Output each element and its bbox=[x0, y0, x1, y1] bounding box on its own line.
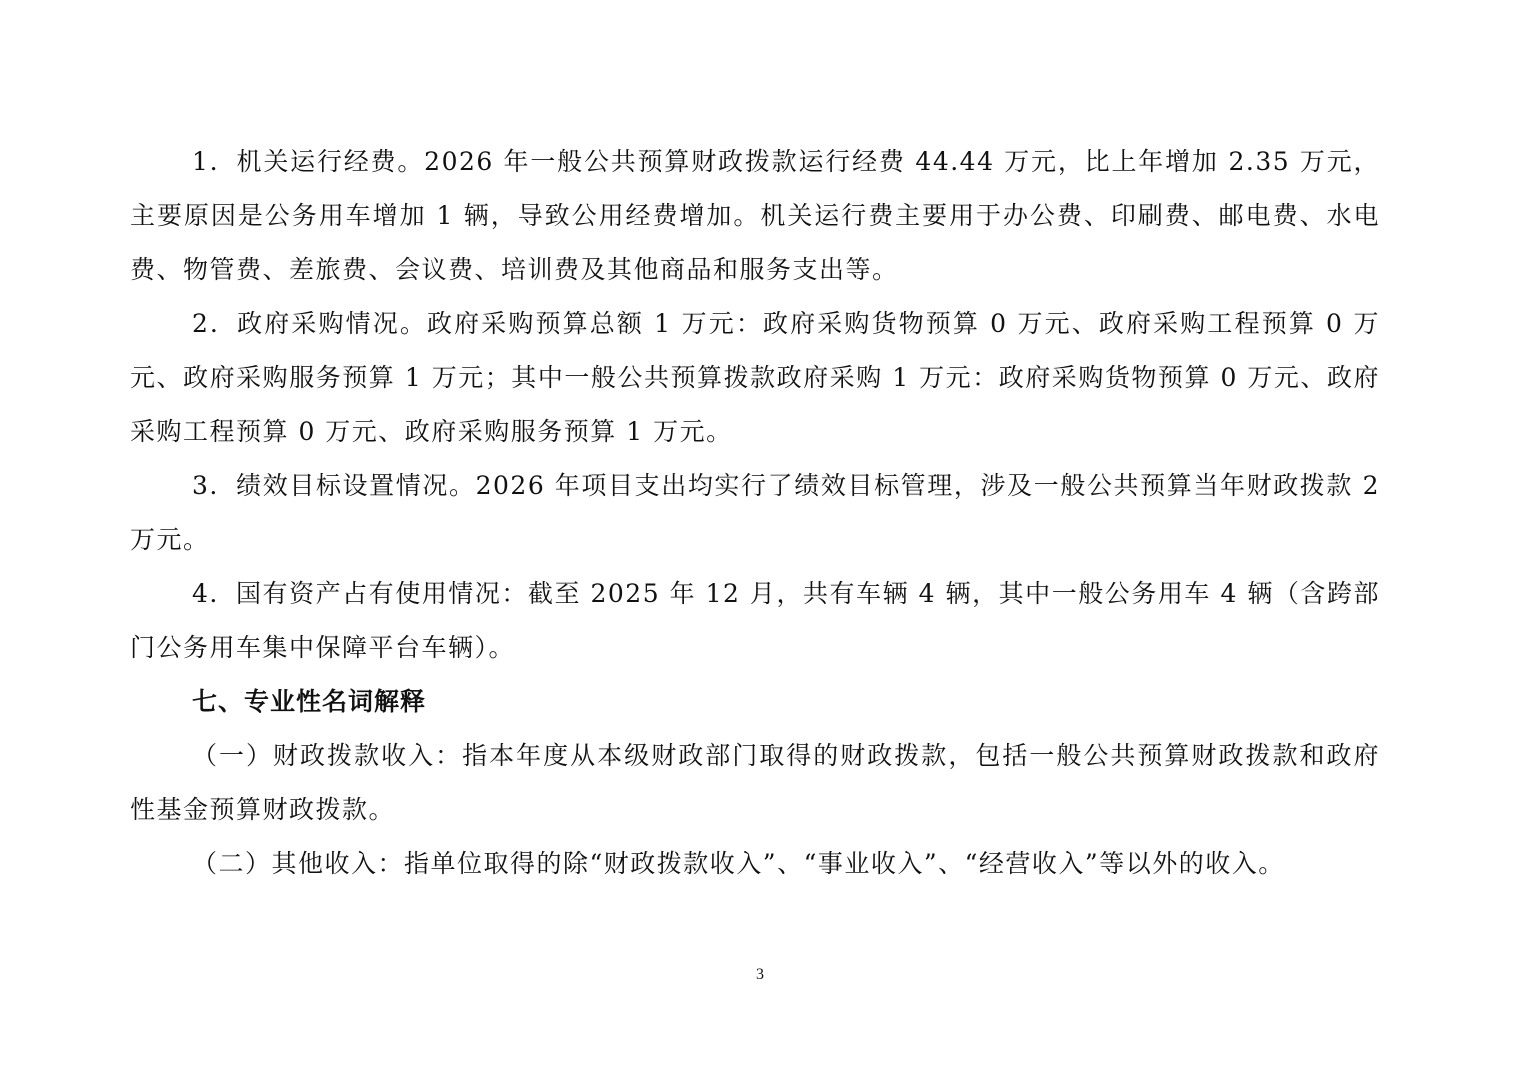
definition-fiscal-appropriation-income: （一）财政拨款收入：指本年度从本级财政部门取得的财政拨款，包括一般公共预算财政拨款和政府性基金预算财政拨款。 bbox=[130, 741, 1380, 824]
page-number: 3 bbox=[756, 966, 764, 983]
paragraph-state-assets: 4．国有资产占有使用情况：截至 2025 年 12 月，共有车辆 4 辆，其中一般公务用车 4 辆（含跨部门公务用车集中保障平台车辆）。 bbox=[130, 579, 1380, 662]
section-heading-terminology: 七、专业性名词解释 bbox=[192, 687, 427, 716]
document-body bbox=[130, 135, 1380, 891]
definition-other-income: （二）其他收入：指单位取得的除“财政拨款收入”、“事业收入”、“经营收入”等以外的收入。 bbox=[192, 849, 1285, 878]
paragraph-operating-expenses: 1．机关运行经费。2026 年一般公共预算财政拨款运行经费 44.44 万元，比上年增加 2.35 万元，主要原因是公务用车增加 1 辆，导致公用经费增加。机关运行费主要用于办公费、印刷费、邮电费、水电费、物管费、差旅费、会议费、培训费及其他商品和服务支出等。 bbox=[130, 147, 1380, 284]
paragraph-government-procurement: 2．政府采购情况。政府采购预算总额 1 万元：政府采购货物预算 0 万元、政府采购工程预算 0 万元、政府采购服务预算 1 万元；其中一般公共预算拨款政府采购 1 万元：政府采购货物预算 0 万元、政府采购工程预算 0 万元、政府采购服务预算 1 万元。 bbox=[130, 309, 1380, 446]
paragraph-performance-targets: 3．绩效目标设置情况。2026 年项目支出均实行了绩效目标管理，涉及一般公共预算当年财政拨款 2 万元。 bbox=[130, 471, 1380, 554]
